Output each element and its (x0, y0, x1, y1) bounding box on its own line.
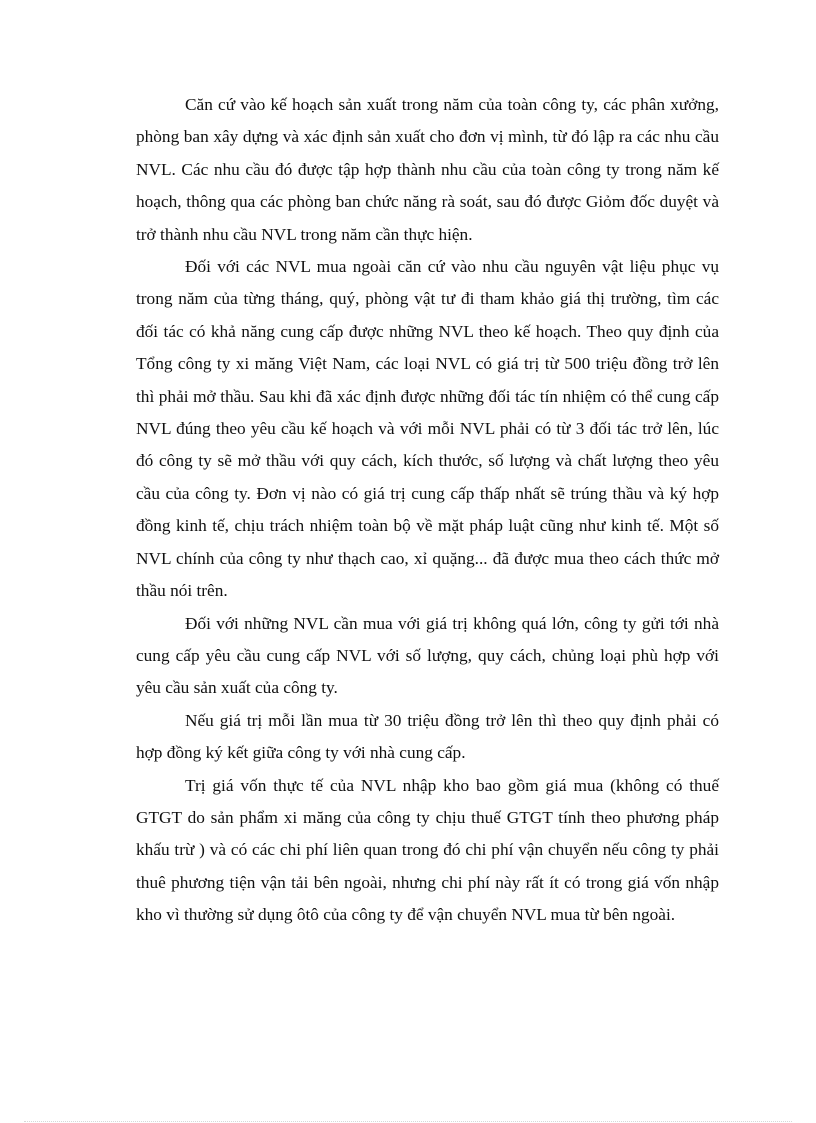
paragraph-contract-threshold: Nếu giá trị mỗi lần mua từ 30 triệu đồng trở lên thì theo quy định phải có hợp đồng ký kết giữa công ty với nhà cung cấp. (136, 710, 719, 763)
paragraph-planning-needs: Căn cứ vào kế hoạch sản xuất trong năm của toàn công ty, các phân xưởng, phòng ban xây dựng và xác định sản xuất cho đơn vị mình, từ đó lập ra các nhu cầu NVL. Các nhu cầu đó được tập hợp thành nhu cầu của toàn công ty trong năm kế hoạch, thông qua các phòng ban chức năng rà soát, sau đó được Giỏm đốc duyệt và trở thành nhu cầu NVL trong năm cần thực hiện. (136, 95, 719, 244)
paragraph-actual-cost: Trị giá vốn thực tế của NVL nhập kho bao gồm giá mua (không có thuế GTGT do sản phẩm xi măng của công ty chịu thuế GTGT tính theo phương pháp khấu trừ ) và có các chi phí liên quan trong đó chi phí vận chuyển nếu công ty phải thuê phương tiện vận tải bên ngoài, nhưng chi phí này rất ít có trong giá vốn nhập kho vì thường sử dụng ôtô của công ty để vận chuyển NVL mua từ bên ngoài. (136, 775, 719, 925)
paragraph-small-purchase: Đối với những NVL cần mua với giá trị không quá lớn, công ty gửi tới nhà cung cấp yêu cầu cung cấp NVL với số lượng, quy cách, chủng loại phù hợp với yêu cầu sản xuất của công ty. (136, 613, 719, 698)
body-text (136, 89, 719, 932)
page-bottom-divider (24, 1121, 792, 1122)
paragraph-external-purchase-tender: Đối với các NVL mua ngoài căn cứ vào nhu cầu nguyên vật liệu phục vụ trong năm của từng tháng, quý, phòng vật tư đi tham khảo giá thị trường, tìm các đối tác có khả năng cung cấp được những NVL theo kế hoạch. Theo quy định của Tổng công ty xi măng Việt Nam, các loại NVL có giá trị từ 500 triệu đồng trở lên thì phải mở thầu. Sau khi đã xác định được những đối tác tín nhiệm có thể cung cấp NVL đúng theo yêu cầu kế hoạch và với mỗi NVL phải có từ 3 đối tác trở lên, lúc đó công ty sẽ mở thầu với quy cách, kích thước, số lượng và chất lượng theo yêu cầu của công ty. Đơn vị nào có giá trị cung cấp thấp nhất sẽ trúng thầu và ký hợp đồng kinh tế, chịu trách nhiệm toàn bộ về mặt pháp luật cũng như kinh tế. Một số NVL chính của công ty như thạch cao, xỉ quặng... đã được mua theo cách thức mở thầu nói trên. (136, 257, 719, 601)
